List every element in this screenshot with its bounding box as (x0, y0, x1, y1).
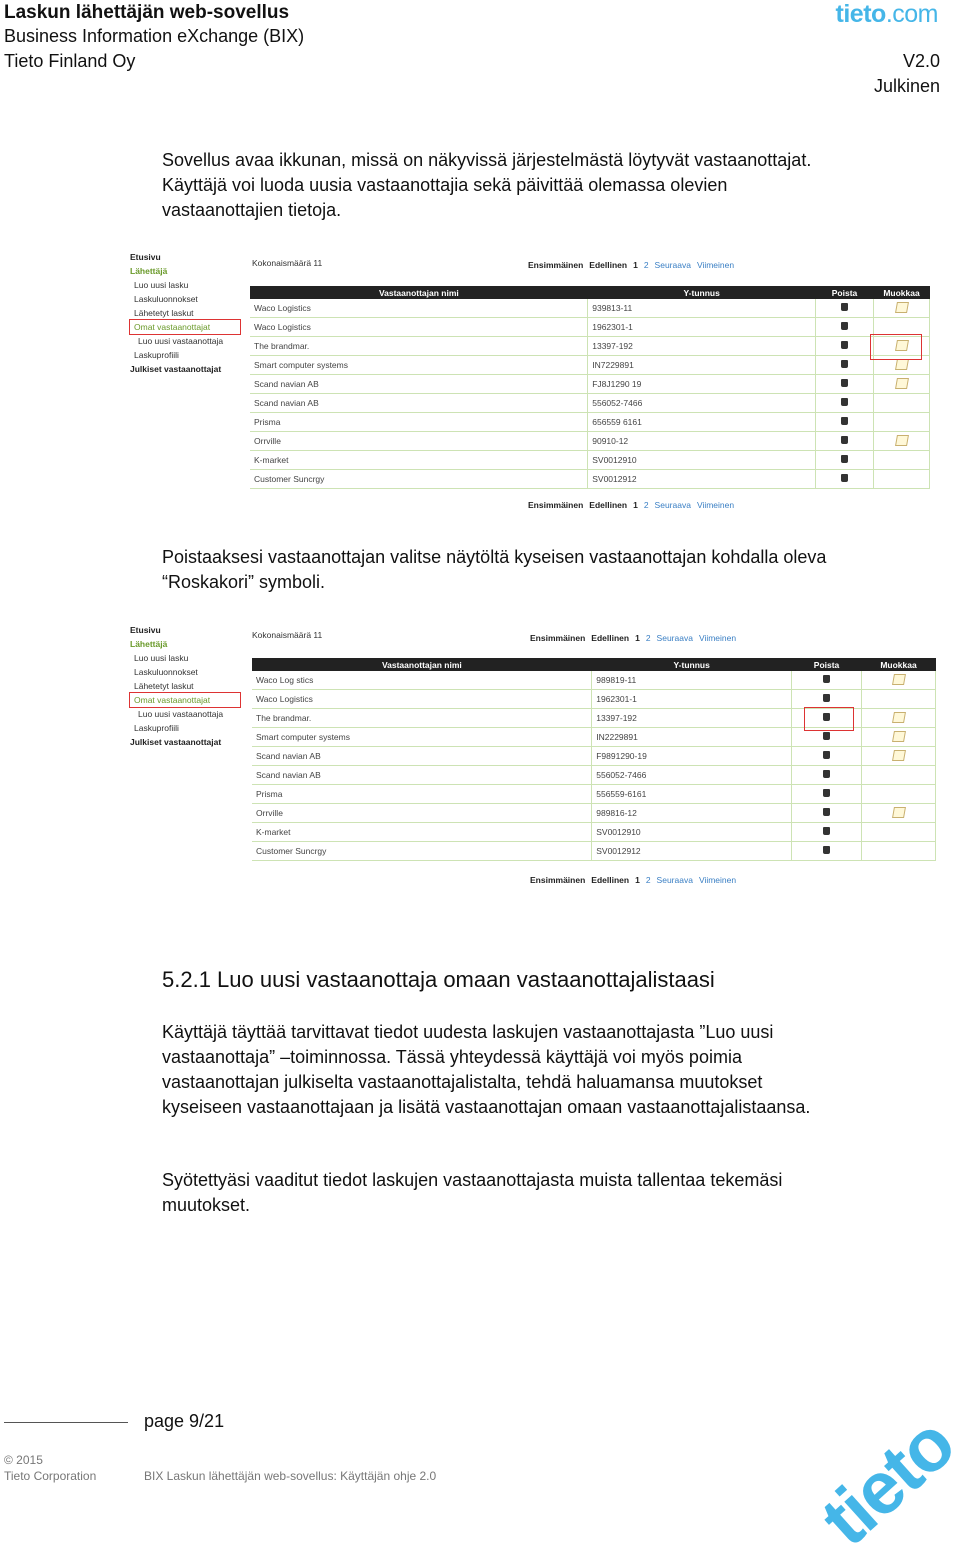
recipient-list-screenshot-1 (128, 250, 940, 518)
recipient-name: Scand navian AB (252, 747, 592, 766)
pager-first[interactable]: Ensimmäinen (528, 500, 584, 510)
table-row (252, 842, 936, 861)
pager-page-1[interactable]: 1 (635, 633, 640, 643)
pager-bottom (530, 875, 742, 885)
edit-cell (862, 785, 936, 804)
col-ytunnus[interactable]: Y-tunnus (588, 286, 816, 299)
edit-icon[interactable] (895, 302, 909, 313)
col-delete: Poista (816, 286, 874, 299)
recipient-name: Prisma (252, 785, 592, 804)
edit-cell (862, 823, 936, 842)
delete-cell (816, 413, 874, 432)
edit-cell (874, 432, 930, 451)
recipient-ytunnus: 13397-192 (588, 337, 816, 356)
recipient-name: Smart computer systems (250, 356, 588, 375)
nav-new-invoice[interactable]: Luo uusi lasku (134, 653, 189, 663)
edit-icon[interactable] (895, 359, 909, 370)
pager-page-1[interactable]: 1 (633, 500, 638, 510)
recipient-ytunnus: 989819-11 (592, 671, 792, 690)
edit-icon[interactable] (895, 435, 909, 446)
edit-icon[interactable] (892, 674, 906, 685)
recipient-ytunnus: 556052-7466 (592, 766, 792, 785)
pager-page-1[interactable]: 1 (633, 260, 638, 270)
edit-cell (874, 413, 930, 432)
edit-cell (862, 709, 936, 728)
delete-instruction: Poistaaksesi vastaanottajan valitse näytöltä kyseisen vastaanottajan kohdalla oleva “Roskakori” symboli. (162, 547, 827, 592)
delete-cell (792, 823, 862, 842)
recipient-ytunnus: 13397-192 (592, 709, 792, 728)
trash-icon[interactable] (823, 751, 830, 759)
delete-cell (792, 671, 862, 690)
nav-home[interactable]: Etusivu (130, 252, 161, 262)
app-sidebar (130, 250, 240, 376)
table-row (250, 451, 930, 470)
table-row (252, 747, 936, 766)
intro-paragraph: Sovellus avaa ikkunan, missä on näkyvissä järjestelmästä löytyvät vastaanottajat. Käyttäjä voi luoda uusia vastaanottajia sekä päivittää olemassa olevien vastaanottajien tietoja. (162, 150, 812, 220)
delete-cell (792, 690, 862, 709)
trash-icon[interactable] (823, 694, 830, 702)
recipient-ytunnus: 1962301-1 (592, 690, 792, 709)
pager-first[interactable]: Ensimmäinen (530, 633, 586, 643)
table-row (250, 356, 930, 375)
recipient-ytunnus: 939813-11 (588, 299, 816, 318)
nav-sender[interactable]: Lähettäjä (130, 266, 168, 276)
edit-icon[interactable] (892, 807, 906, 818)
pager-top (528, 260, 740, 270)
pager-bottom (528, 500, 740, 510)
trash-icon[interactable] (841, 398, 848, 406)
document-name: BIX Laskun lähettäjän web-sovellus: Käyttäjän ohje 2.0 (144, 1469, 437, 1483)
recipient-table (250, 286, 930, 489)
table-row (250, 337, 930, 356)
new-recipient-paragraph: Käyttäjä täyttää tarvittavat tiedot uudesta laskujen vastaanottajasta ”Luo uusi vastaanottaja” –toiminnossa. Tässä yhteydessä käyttäjä voi myös poimia vastaanottajan julkiselta vastaanottajalistalta, tehdä haluamansa muutokset kyseiseen vastaanottajaan ja lisätä vastaanottajan omaan vastaanottajalistaansa. (162, 1022, 811, 1117)
recipient-table (252, 658, 936, 861)
recipient-name: Waco Logistics (250, 318, 588, 337)
trash-icon[interactable] (841, 417, 848, 425)
highlight-trash-icon (804, 707, 854, 731)
footer-rule (4, 1422, 128, 1423)
recipient-ytunnus: IN2229891 (592, 728, 792, 747)
table-row (252, 804, 936, 823)
recipient-ytunnus: FJ8J1290 19 (588, 375, 816, 394)
recipient-ytunnus: 556052-7466 (588, 394, 816, 413)
trash-icon[interactable] (823, 789, 830, 797)
total-count: Kokonaismäärä 11 (252, 258, 323, 268)
trash-icon[interactable] (841, 360, 848, 368)
edit-cell (862, 804, 936, 823)
classification-label: Julkinen (873, 76, 940, 96)
pager-page-2[interactable]: 2 (643, 260, 649, 270)
table-row (252, 785, 936, 804)
app-sidebar (130, 623, 240, 749)
trash-icon[interactable] (823, 770, 830, 778)
delete-cell (816, 432, 874, 451)
table-row (250, 413, 930, 432)
edit-cell (874, 375, 930, 394)
pager-next[interactable]: Seuraava (656, 875, 693, 885)
trash-icon[interactable] (841, 303, 848, 311)
table-row (250, 375, 930, 394)
pager-page-2[interactable]: 2 (645, 875, 651, 885)
col-name[interactable]: Vastaanottajan nimi (252, 658, 592, 671)
delete-cell (792, 747, 862, 766)
nav-new-recipient[interactable]: Luo uusi vastaanottaja (138, 709, 224, 719)
page-number: page 9/21 (144, 1411, 225, 1431)
nav-drafts[interactable]: Laskuluonnokset (134, 667, 198, 677)
pager-last[interactable]: Viimeinen (698, 633, 737, 643)
delete-cell (816, 299, 874, 318)
tieto-footer-logo: tieto (805, 1401, 970, 1562)
copyright: © 2015 (4, 1453, 43, 1467)
nav-new-recipient[interactable]: Luo uusi vastaanottaja (138, 336, 224, 346)
pager-page-2[interactable]: 2 (645, 633, 651, 643)
pager-page-1[interactable]: 1 (635, 875, 640, 885)
nav-drafts[interactable]: Laskuluonnokset (134, 294, 198, 304)
edit-cell (862, 766, 936, 785)
section-heading: 5.2.1 Luo uusi vastaanottaja omaan vastaanottajalistaasi (162, 967, 715, 992)
edit-icon[interactable] (892, 712, 906, 723)
pager-top (530, 633, 742, 643)
pager-page-2[interactable]: 2 (643, 500, 649, 510)
nav-home[interactable]: Etusivu (130, 625, 161, 635)
delete-cell (816, 451, 874, 470)
edit-cell (874, 394, 930, 413)
recipient-name: Scand navian AB (250, 375, 588, 394)
table-row (250, 470, 930, 489)
nav-own-recipients[interactable]: Omat vastaanottajat (130, 320, 240, 334)
recipient-name: Waco Logistics (252, 690, 592, 709)
col-delete: Poista (792, 658, 862, 671)
nav-public-recipients[interactable]: Julkiset vastaanottajat (130, 364, 222, 374)
recipient-name: Smart computer systems (252, 728, 592, 747)
nav-public-recipients[interactable]: Julkiset vastaanottajat (130, 737, 222, 747)
recipient-name: Prisma (250, 413, 588, 432)
tieto-logo: tieto.com (835, 0, 938, 28)
edit-icon[interactable] (892, 731, 906, 742)
pager-last[interactable]: Viimeinen (696, 500, 735, 510)
pager-first[interactable]: Ensimmäinen (530, 875, 586, 885)
nav-profile[interactable]: Laskuprofiili (134, 350, 179, 360)
recipient-name: Orrville (252, 804, 592, 823)
table-row (250, 432, 930, 451)
trash-icon[interactable] (823, 846, 830, 854)
table-row (250, 318, 930, 337)
pager-next[interactable]: Seuraava (654, 500, 691, 510)
trash-icon[interactable] (823, 808, 830, 816)
nav-profile[interactable]: Laskuprofiili (134, 723, 179, 733)
nav-sent[interactable]: Lähetetyt laskut (134, 681, 194, 691)
edit-cell (862, 671, 936, 690)
trash-icon[interactable] (841, 436, 848, 444)
pager-prev[interactable]: Edellinen (591, 633, 630, 643)
recipient-ytunnus: SV0012910 (588, 451, 816, 470)
save-reminder-paragraph: Syötettyäsi vaaditut tiedot laskujen vastaanottajasta muista tallentaa tekemäsi muutokset. (162, 1170, 783, 1215)
recipient-name: Waco Logistics (250, 299, 588, 318)
edit-cell (862, 728, 936, 747)
delete-cell (792, 766, 862, 785)
delete-cell (816, 337, 874, 356)
table-row (252, 823, 936, 842)
trash-icon[interactable] (841, 341, 848, 349)
trash-icon[interactable] (841, 322, 848, 330)
delete-cell (792, 842, 862, 861)
version-label: V2.0 (902, 51, 940, 71)
nav-own-recipients[interactable]: Omat vastaanottajat (130, 693, 240, 707)
pager-prev[interactable]: Edellinen (589, 500, 628, 510)
pager-prev[interactable]: Edellinen (591, 875, 630, 885)
col-name[interactable]: Vastaanottajan nimi (250, 286, 588, 299)
table-row (250, 394, 930, 413)
edit-cell (874, 451, 930, 470)
pager-first[interactable]: Ensimmäinen (528, 260, 584, 270)
delete-cell (816, 470, 874, 489)
recipient-ytunnus: 556559-6161 (592, 785, 792, 804)
recipient-ytunnus: 989816-12 (592, 804, 792, 823)
pager-next[interactable]: Seuraava (654, 260, 691, 270)
recipient-name: Customer Suncrgy (250, 470, 588, 489)
delete-cell (792, 804, 862, 823)
table-row (250, 299, 930, 318)
delete-cell (816, 375, 874, 394)
trash-icon[interactable] (823, 732, 830, 740)
edit-icon[interactable] (895, 378, 909, 389)
nav-sent[interactable]: Lähetetyt laskut (134, 308, 194, 318)
recipient-name: Customer Suncrgy (252, 842, 592, 861)
recipient-ytunnus: 656559 6161 (588, 413, 816, 432)
edit-cell (874, 470, 930, 489)
recipient-ytunnus: SV0012912 (588, 470, 816, 489)
recipient-name: Scand navian AB (250, 394, 588, 413)
delete-cell (816, 356, 874, 375)
trash-icon[interactable] (823, 827, 830, 835)
col-edit: Muokkaa (874, 286, 930, 299)
recipient-ytunnus: SV0012910 (592, 823, 792, 842)
col-edit: Muokkaa (862, 658, 936, 671)
recipient-name: The brandmar. (250, 337, 588, 356)
delete-cell (816, 318, 874, 337)
recipient-ytunnus: SV0012912 (592, 842, 792, 861)
recipient-ytunnus: F9891290-19 (592, 747, 792, 766)
recipient-name: Orrville (250, 432, 588, 451)
edit-cell (862, 747, 936, 766)
total-count: Kokonaismäärä 11 (252, 630, 323, 640)
edit-cell (874, 299, 930, 318)
highlight-edit-icon (870, 334, 922, 360)
corporation: Tieto Corporation (4, 1469, 97, 1483)
document-subtitle: Business Information eXchange (BIX) (4, 26, 305, 46)
trash-icon[interactable] (823, 675, 830, 683)
table-row (252, 690, 936, 709)
trash-icon[interactable] (841, 379, 848, 387)
recipient-ytunnus: IN7229891 (588, 356, 816, 375)
recipient-ytunnus: 1962301-1 (588, 318, 816, 337)
edit-cell (862, 690, 936, 709)
recipient-ytunnus: 90910-12 (588, 432, 816, 451)
pager-prev[interactable]: Edellinen (589, 260, 628, 270)
nav-sender[interactable]: Lähettäjä (130, 639, 168, 649)
delete-cell (792, 785, 862, 804)
recipient-name: Scand navian AB (252, 766, 592, 785)
edit-cell (862, 842, 936, 861)
table-row (252, 671, 936, 690)
recipient-name: K-market (252, 823, 592, 842)
recipient-list-screenshot-2 (128, 623, 940, 889)
recipient-name: K-market (250, 451, 588, 470)
pager-last[interactable]: Viimeinen (698, 875, 737, 885)
nav-new-invoice[interactable]: Luo uusi lasku (134, 280, 189, 290)
recipient-name: Waco Log stics (252, 671, 592, 690)
edit-icon[interactable] (892, 750, 906, 761)
pager-last[interactable]: Viimeinen (696, 260, 735, 270)
trash-icon[interactable] (841, 455, 848, 463)
col-ytunnus[interactable]: Y-tunnus (592, 658, 792, 671)
trash-icon[interactable] (841, 474, 848, 482)
document-title: Laskun lähettäjän web-sovellus (4, 2, 290, 23)
table-row (252, 766, 936, 785)
pager-next[interactable]: Seuraava (656, 633, 693, 643)
company-name: Tieto Finland Oy (4, 51, 136, 71)
delete-cell (816, 394, 874, 413)
recipient-name: The brandmar. (252, 709, 592, 728)
